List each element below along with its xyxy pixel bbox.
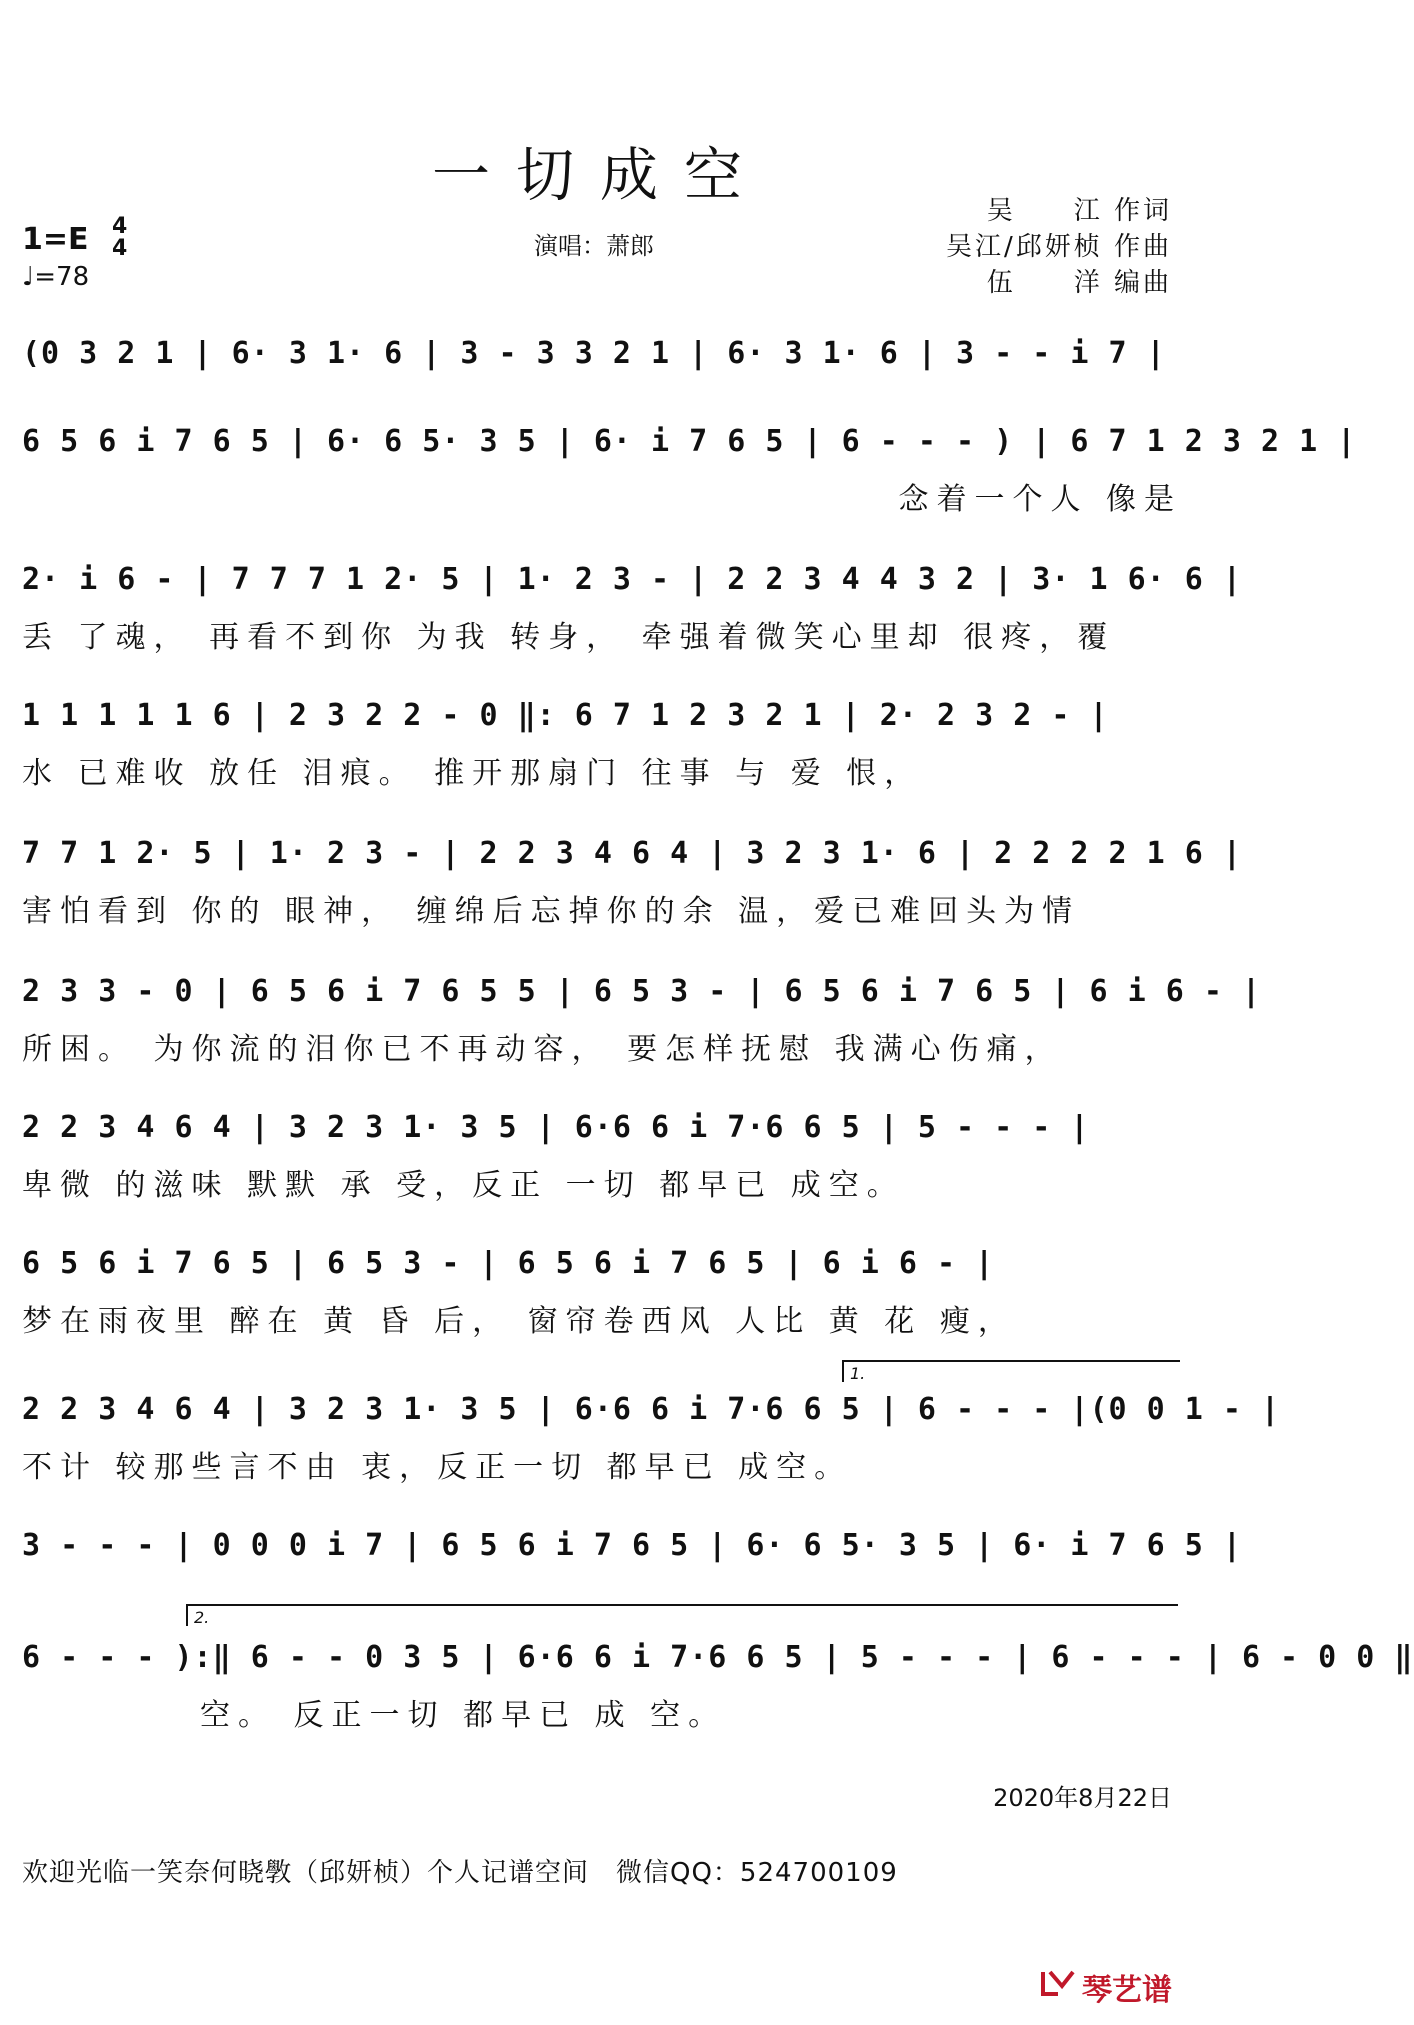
site-logo [1040, 1965, 1172, 2009]
singer-credit: 演唱：萧郎 [534, 232, 654, 260]
score-row-3-lyrics: 丢 了魂， 再看不到你 为我 转身， 牵强着微笑心里却 很疼，覆 [22, 620, 1116, 655]
page-title: 一切成空 [431, 141, 768, 209]
score-row-7-notes: 2 2 3 4 6 4 | 3 2 3 1· 3 5 | 6·6 6 i 7·6 6 5 | 5 - - - | [22, 1110, 1090, 1145]
score-row-2-notes: 6 5 6 i 7 6 5 | 6· 6 5· 3 5 | 6· i 7 6 5 | 6 - - - ) | 6 7 1 2 3 2 1 | [22, 424, 1357, 459]
score-row-9-notes: 2 2 3 4 6 4 | 3 2 3 1· 3 5 | 6·6 6 i 7·6 6 5 | 6 - - - |(0 0 1 - | [22, 1392, 1281, 1427]
score-row-10-notes: 3 - - - | 0 0 0 i 7 | 6 5 6 i 7 6 5 | 6· 6 5· 3 5 | 6· i 7 6 5 | [22, 1528, 1242, 1563]
score-row-5-lyrics: 害怕看到 你的 眼神， 缠绵后忘掉你的余 温，爱已难回头为情 [22, 894, 1081, 929]
score-row-1-notes: (0 3 2 1 | 6· 3 1· 6 | 3 - 3 3 2 1 | 6· 3 1· 6 | 3 - - i 7 | [22, 336, 1166, 371]
time-signature-bottom: 4 [112, 236, 128, 261]
composer-credit: 吴江/邱妍桢 作曲 [945, 232, 1172, 262]
score-row-7-lyrics: 卑微 的滋味 默默 承 受，反正 一切 都早已 成空。 [22, 1168, 905, 1203]
volta-1-label: 1. [850, 1364, 866, 1383]
score-row-8-notes: 6 5 6 i 7 6 5 | 6 5 3 - | 6 5 6 i 7 6 5 | 6 i 6 - | [22, 1246, 995, 1281]
date-stamp: 2020年8月22日 [993, 1784, 1172, 1812]
score-row-2-lyrics: 念着一个人 像是 [898, 482, 1182, 517]
logo-icon [1040, 1968, 1076, 2006]
time-signature [112, 216, 127, 260]
logo-text: 琴艺谱 [1082, 1973, 1172, 2008]
score-row-9-lyrics: 不计 较那些言不由 衷，反正一切 都早已 成空。 [22, 1450, 853, 1485]
tempo-marking: ♩=78 [22, 262, 90, 292]
volta-bracket-2 [186, 1604, 1178, 1626]
key-signature: 1=E [22, 222, 89, 257]
volta-bracket-1 [842, 1360, 1180, 1382]
volta-2-label: 2. [194, 1608, 210, 1627]
footer-note: 欢迎光临一笑奈何晓斆（邱妍桢）个人记谱空间 微信QQ：524700109 [22, 1858, 898, 1888]
score-row-6-notes: 2 3 3 - 0 | 6 5 6 i 7 6 5 5 | 6 5 3 - | 6 5 6 i 7 6 5 | 6 i 6 - | [22, 974, 1261, 1009]
score-row-4-lyrics: 水 已难收 放任 泪痕。 推开那扇门 往事 与 爱 恨， [22, 756, 923, 791]
score-row-8-lyrics: 梦在雨夜里 醉在 黄 昏 后， 窗帘卷西风 人比 黄 花 瘦， [22, 1304, 1016, 1339]
arranger-credit: 伍 洋 编曲 [986, 268, 1172, 298]
score-row-5-notes: 7 7 1 2· 5 | 1· 2 3 - | 2 2 3 4 6 4 | 3 2 3 1· 6 | 2 2 2 2 1 6 | [22, 836, 1242, 871]
time-signature-top: 4 [112, 214, 128, 239]
score-row-11-lyrics: 空。 反正一切 都早已 成 空。 [200, 1698, 727, 1733]
lyricist-credit: 吴 江 作词 [986, 196, 1172, 226]
score-row-4-notes: 1 1 1 1 1 6 | 2 3 2 2 - 0 ‖: 6 7 1 2 3 2 1 | 2· 2 3 2 - | [22, 698, 1109, 733]
score-row-3-notes: 2· i 6 - | 7 7 7 1 2· 5 | 1· 2 3 - | 2 2 3 4 4 3 2 | 3· 1 6· 6 | [22, 562, 1242, 597]
score-row-11-notes: 6 - - - ):‖ 6 - - 0 3 5 | 6·6 6 i 7·6 6 5 | 5 - - - | 6 - - - | 6 - 0 0 ‖ [22, 1640, 1414, 1675]
score-row-6-lyrics: 所困。 为你流的泪你已不再动容， 要怎样抚慰 我满心伤痛， [22, 1032, 1063, 1067]
